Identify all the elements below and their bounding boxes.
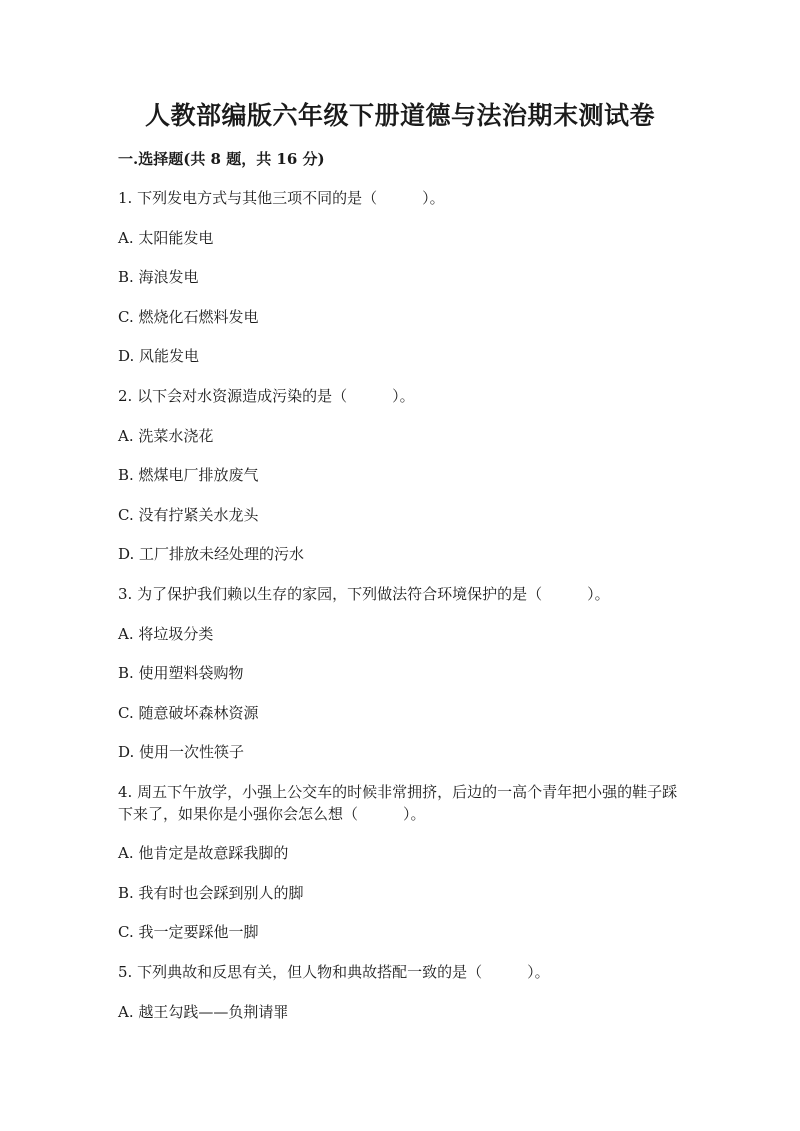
- option-4-c: C. 我一定要踩他一脚: [118, 923, 259, 941]
- option-2-a: A. 洗菜水浇花: [118, 427, 214, 445]
- option-1-c: C. 燃烧化石燃料发电: [118, 308, 259, 326]
- option-1-d: D. 风能发电: [118, 347, 200, 365]
- option-2-c: C. 没有拧紧关水龙头: [118, 506, 259, 524]
- option-1-a: A. 太阳能发电: [118, 229, 214, 247]
- question-stem-2: 2. 以下会对水资源造成污染的是（ ）。: [118, 387, 415, 405]
- option-1-b: B. 海浪发电: [118, 268, 199, 286]
- option-4-a: A. 他肯定是故意踩我脚的: [118, 844, 289, 862]
- question-stem-1: 1. 下列发电方式与其他三项不同的是（ ）。: [118, 189, 445, 207]
- option-3-c: C. 随意破坏森林资源: [118, 704, 259, 722]
- section-heading: 一.选择题(共 8 题，共 16 分): [118, 150, 325, 168]
- option-3-a: A. 将垃圾分类: [118, 625, 214, 643]
- option-4-b: B. 我有时也会踩到别人的脚: [118, 884, 304, 902]
- question-stem-3: 3. 为了保护我们赖以生存的家园，下列做法符合环境保护的是（ ）。: [118, 585, 610, 603]
- page-title: 人教部编版六年级下册道德与法治期末测试卷: [144, 101, 655, 130]
- option-3-b: B. 使用塑料袋购物: [118, 664, 244, 682]
- option-3-d: D. 使用一次性筷子: [118, 743, 245, 761]
- option-2-b: B. 燃煤电厂排放废气: [118, 466, 259, 484]
- question-stem-4: 4. 周五下午放学，小强上公交车的时候非常拥挤，后边的一高个青年把小强的鞋子踩下来了，如果你是小强你会怎么想（ ）。: [118, 783, 678, 823]
- option-5-a: A. 越王勾践——负荆请罪: [118, 1003, 289, 1021]
- question-stem-5: 5. 下列典故和反思有关，但人物和典故搭配一致的是（ ）。: [118, 963, 550, 981]
- option-2-d: D. 工厂排放未经处理的污水: [118, 545, 305, 563]
